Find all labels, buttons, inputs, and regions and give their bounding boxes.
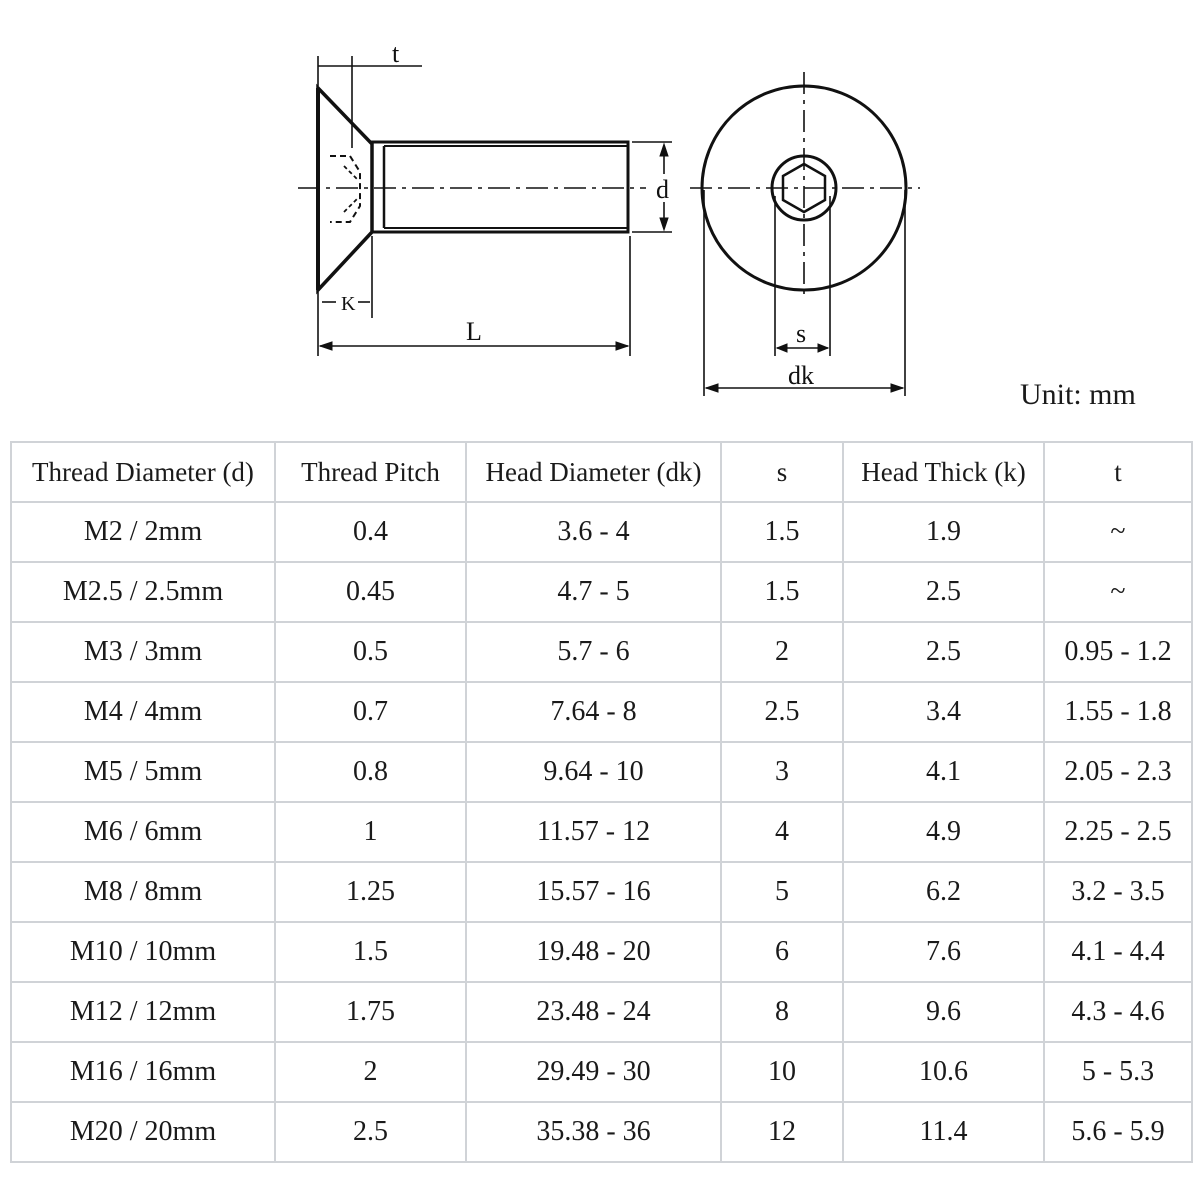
cell-thread-diameter: M4 / 4mm	[11, 682, 275, 742]
label-L: L	[466, 317, 482, 346]
cell-head-diameter: 35.38 - 36	[466, 1102, 721, 1162]
table-body	[11, 502, 1192, 1162]
table-row	[11, 502, 1192, 562]
cell-t: 2.05 - 2.3	[1044, 742, 1192, 802]
table-row	[11, 682, 1192, 742]
cell-t: ~	[1044, 562, 1192, 622]
table-row	[11, 622, 1192, 682]
cell-thread-pitch: 0.8	[275, 742, 466, 802]
cell-thread-pitch: 0.5	[275, 622, 466, 682]
cell-t: 5.6 - 5.9	[1044, 1102, 1192, 1162]
cell-thread-diameter: M12 / 12mm	[11, 982, 275, 1042]
table-row	[11, 1102, 1192, 1162]
cell-s: 12	[721, 1102, 843, 1162]
cell-thread-pitch: 0.4	[275, 502, 466, 562]
cell-thread-pitch: 2	[275, 1042, 466, 1102]
cell-head-thick: 2.5	[843, 562, 1044, 622]
cell-thread-diameter: M8 / 8mm	[11, 862, 275, 922]
cell-t: 0.95 - 1.2	[1044, 622, 1192, 682]
cell-thread-pitch: 1.75	[275, 982, 466, 1042]
label-d: d	[656, 175, 669, 204]
cell-head-thick: 10.6	[843, 1042, 1044, 1102]
cell-s: 2	[721, 622, 843, 682]
label-t: t	[392, 39, 400, 68]
cell-thread-diameter: M2.5 / 2.5mm	[11, 562, 275, 622]
header-head-thick: Head Thick (k)	[843, 442, 1044, 502]
table-row	[11, 862, 1192, 922]
cell-thread-pitch: 0.45	[275, 562, 466, 622]
cell-thread-pitch: 2.5	[275, 1102, 466, 1162]
cell-t: 3.2 - 3.5	[1044, 862, 1192, 922]
table-header-row	[11, 442, 1192, 502]
cell-thread-diameter: M20 / 20mm	[11, 1102, 275, 1162]
cell-t: 1.55 - 1.8	[1044, 682, 1192, 742]
cell-head-diameter: 29.49 - 30	[466, 1042, 721, 1102]
cell-head-thick: 9.6	[843, 982, 1044, 1042]
table-row	[11, 802, 1192, 862]
screw-dimension-drawing	[0, 0, 1200, 430]
cell-head-thick: 11.4	[843, 1102, 1044, 1162]
spec-table	[10, 441, 1193, 1163]
header-thread-diameter: Thread Diameter (d)	[11, 442, 275, 502]
cell-thread-pitch: 1.25	[275, 862, 466, 922]
label-dk: dk	[788, 361, 814, 390]
cell-head-diameter: 7.64 - 8	[466, 682, 721, 742]
cell-s: 8	[721, 982, 843, 1042]
cell-s: 3	[721, 742, 843, 802]
cell-thread-diameter: M3 / 3mm	[11, 622, 275, 682]
cell-s: 4	[721, 802, 843, 862]
cell-thread-pitch: 1	[275, 802, 466, 862]
table-row	[11, 1042, 1192, 1102]
header-s: s	[721, 442, 843, 502]
cell-head-thick: 2.5	[843, 622, 1044, 682]
cell-head-diameter: 3.6 - 4	[466, 502, 721, 562]
cell-head-thick: 3.4	[843, 682, 1044, 742]
label-s: s	[796, 319, 807, 348]
cell-thread-diameter: M2 / 2mm	[11, 502, 275, 562]
cell-head-diameter: 9.64 - 10	[466, 742, 721, 802]
label-k: K	[341, 293, 356, 315]
cell-head-diameter: 5.7 - 6	[466, 622, 721, 682]
cell-thread-pitch: 1.5	[275, 922, 466, 982]
cell-s: 6	[721, 922, 843, 982]
cell-t: 4.3 - 4.6	[1044, 982, 1192, 1042]
screw-shank	[372, 142, 628, 232]
cell-head-diameter: 19.48 - 20	[466, 922, 721, 982]
cell-t: 4.1 - 4.4	[1044, 922, 1192, 982]
unit-note: Unit: mm	[1020, 378, 1136, 411]
cell-thread-diameter: M5 / 5mm	[11, 742, 275, 802]
cell-t: 2.25 - 2.5	[1044, 802, 1192, 862]
cell-head-diameter: 15.57 - 16	[466, 862, 721, 922]
screw-head-side	[318, 88, 372, 290]
cell-t: ~	[1044, 502, 1192, 562]
cell-thread-diameter: M10 / 10mm	[11, 922, 275, 982]
cell-s: 2.5	[721, 682, 843, 742]
table-row	[11, 742, 1192, 802]
table-row	[11, 982, 1192, 1042]
header-thread-pitch: Thread Pitch	[275, 442, 466, 502]
cell-head-thick: 4.9	[843, 802, 1044, 862]
cell-s: 5	[721, 862, 843, 922]
cell-head-diameter: 11.57 - 12	[466, 802, 721, 862]
table-row	[11, 922, 1192, 982]
cell-head-thick: 7.6	[843, 922, 1044, 982]
cell-head-thick: 4.1	[843, 742, 1044, 802]
cell-s: 1.5	[721, 502, 843, 562]
cell-head-diameter: 23.48 - 24	[466, 982, 721, 1042]
cell-s: 10	[721, 1042, 843, 1102]
header-head-diameter: Head Diameter (dk)	[466, 442, 721, 502]
header-t: t	[1044, 442, 1192, 502]
cell-t: 5 - 5.3	[1044, 1042, 1192, 1102]
cell-thread-pitch: 0.7	[275, 682, 466, 742]
cell-head-thick: 6.2	[843, 862, 1044, 922]
table-row	[11, 562, 1192, 622]
cell-thread-diameter: M16 / 16mm	[11, 1042, 275, 1102]
cell-s: 1.5	[721, 562, 843, 622]
cell-head-thick: 1.9	[843, 502, 1044, 562]
cell-thread-diameter: M6 / 6mm	[11, 802, 275, 862]
cell-head-diameter: 4.7 - 5	[466, 562, 721, 622]
